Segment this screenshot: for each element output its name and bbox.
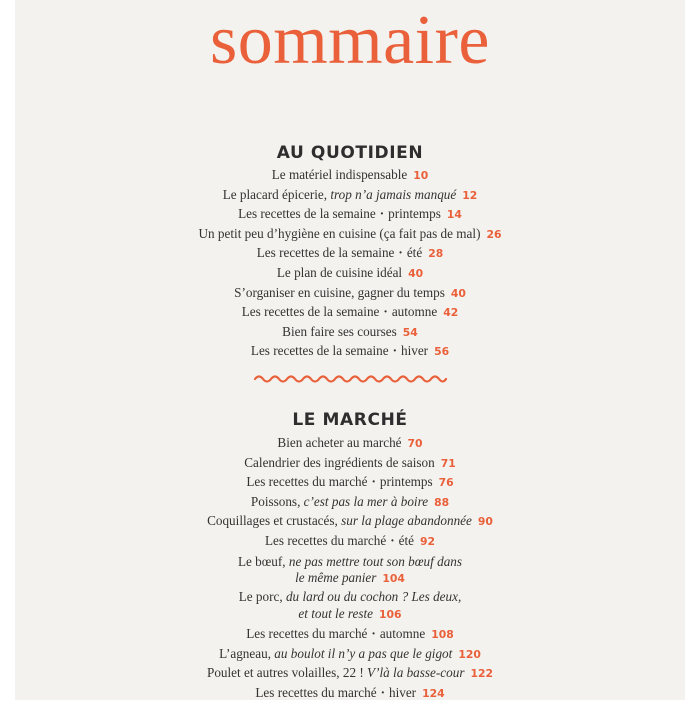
toc-entry[interactable]: Calendrier des ingrédients de saison 71 bbox=[244, 454, 456, 470]
toc-entry[interactable]: Bien faire ses courses 54 bbox=[282, 323, 418, 339]
bullet-icon: · bbox=[392, 343, 397, 359]
page-number: 122 bbox=[470, 667, 494, 681]
toc-entry[interactable]: Le porc, du lard ou du cochon ? Les deux, et tout le reste 106 bbox=[238, 589, 462, 621]
section-heading-le-marche: LE MARCHÉ bbox=[292, 410, 408, 430]
bullet-icon: · bbox=[371, 626, 376, 642]
toc-entry[interactable]: Les recettes de la semaine · été 28 bbox=[15, 244, 685, 264]
bullet-icon: · bbox=[398, 245, 403, 261]
page-number: 40 bbox=[408, 266, 424, 280]
toc-entry[interactable]: Poissons, c’est pas la mer à boire 88 bbox=[250, 493, 450, 509]
toc-entry[interactable]: Le placard épicerie, trop n’a jamais manqué 12 bbox=[222, 186, 478, 202]
page-number: 70 bbox=[407, 437, 423, 450]
page-number: 106 bbox=[379, 607, 402, 621]
wavy-line-icon bbox=[253, 373, 448, 385]
page-number: 76 bbox=[438, 476, 454, 490]
page-number: 42 bbox=[443, 306, 459, 320]
toc-entry[interactable]: Les recettes de la semaine · automne 42 bbox=[15, 303, 685, 323]
page-title: sommaire bbox=[209, 2, 491, 79]
page-number: 92 bbox=[419, 534, 435, 548]
toc-entry[interactable]: Les recettes de la semaine · hiver 56 bbox=[15, 342, 685, 362]
toc-entry[interactable]: Le matériel indispensable 10 bbox=[271, 167, 429, 182]
bullet-icon: · bbox=[380, 684, 385, 700]
toc-entry[interactable]: Les recettes du marché · printemps 76 bbox=[15, 473, 685, 493]
page-number: 14 bbox=[446, 208, 462, 222]
page-number: 90 bbox=[477, 515, 493, 529]
page-number: 104 bbox=[382, 571, 405, 585]
page-number: 54 bbox=[402, 325, 418, 339]
toc-entry[interactable]: Coquillages et crustacés, sur la plage abandonnée 90 bbox=[207, 513, 493, 529]
page-number: 26 bbox=[486, 227, 502, 241]
page-number: 28 bbox=[428, 247, 444, 261]
bullet-icon: · bbox=[383, 304, 388, 320]
section-heading-au-quotidien: AU QUOTIDIEN bbox=[276, 143, 424, 163]
toc-entry[interactable]: Le plan de cuisine idéal 40 bbox=[276, 264, 424, 280]
toc-entry[interactable]: Les recettes du marché · hiver 124 bbox=[15, 684, 685, 704]
toc-page bbox=[15, 0, 685, 700]
toc-entry[interactable]: Bien acheter au marché 70 bbox=[277, 435, 423, 450]
toc-entry[interactable]: Les recettes de la semaine · printemps 14 bbox=[15, 205, 685, 225]
toc-entry[interactable]: Poulet et autres volailles, 22 ! V’là la basse-cour 122 bbox=[206, 665, 494, 681]
page-number: 10 bbox=[413, 169, 429, 182]
page-number: 120 bbox=[458, 647, 481, 661]
bullet-icon: · bbox=[379, 206, 385, 222]
toc-list-au-quotidien bbox=[15, 166, 685, 362]
page-number: 12 bbox=[462, 188, 478, 202]
bullet-icon: · bbox=[390, 532, 395, 548]
toc-list-le-marche bbox=[15, 434, 685, 704]
page-number: 56 bbox=[434, 345, 450, 359]
bullet-icon: · bbox=[371, 474, 376, 490]
page-number: 108 bbox=[431, 628, 454, 642]
toc-entry[interactable]: Le bœuf, ne pas mettre tout son bœuf dans le même panier 104 bbox=[237, 553, 463, 585]
toc-entry[interactable]: Les recettes du marché · automne 108 bbox=[15, 625, 685, 645]
page-number: 124 bbox=[422, 686, 445, 700]
toc-entry[interactable]: Les recettes du marché · été 92 bbox=[15, 532, 685, 552]
toc-entry[interactable]: S’organiser en cuisine, gagner du temps 40 bbox=[234, 284, 466, 300]
page-number: 40 bbox=[450, 286, 466, 300]
toc-entry[interactable]: L’agneau, au boulot il n’y a pas que le gigot 120 bbox=[219, 645, 481, 661]
page-number: 88 bbox=[434, 495, 450, 509]
toc-entry[interactable]: Un petit peu d’hygiène en cuisine (ça fait pas de mal) 26 bbox=[198, 225, 502, 241]
page-number: 71 bbox=[440, 456, 456, 470]
